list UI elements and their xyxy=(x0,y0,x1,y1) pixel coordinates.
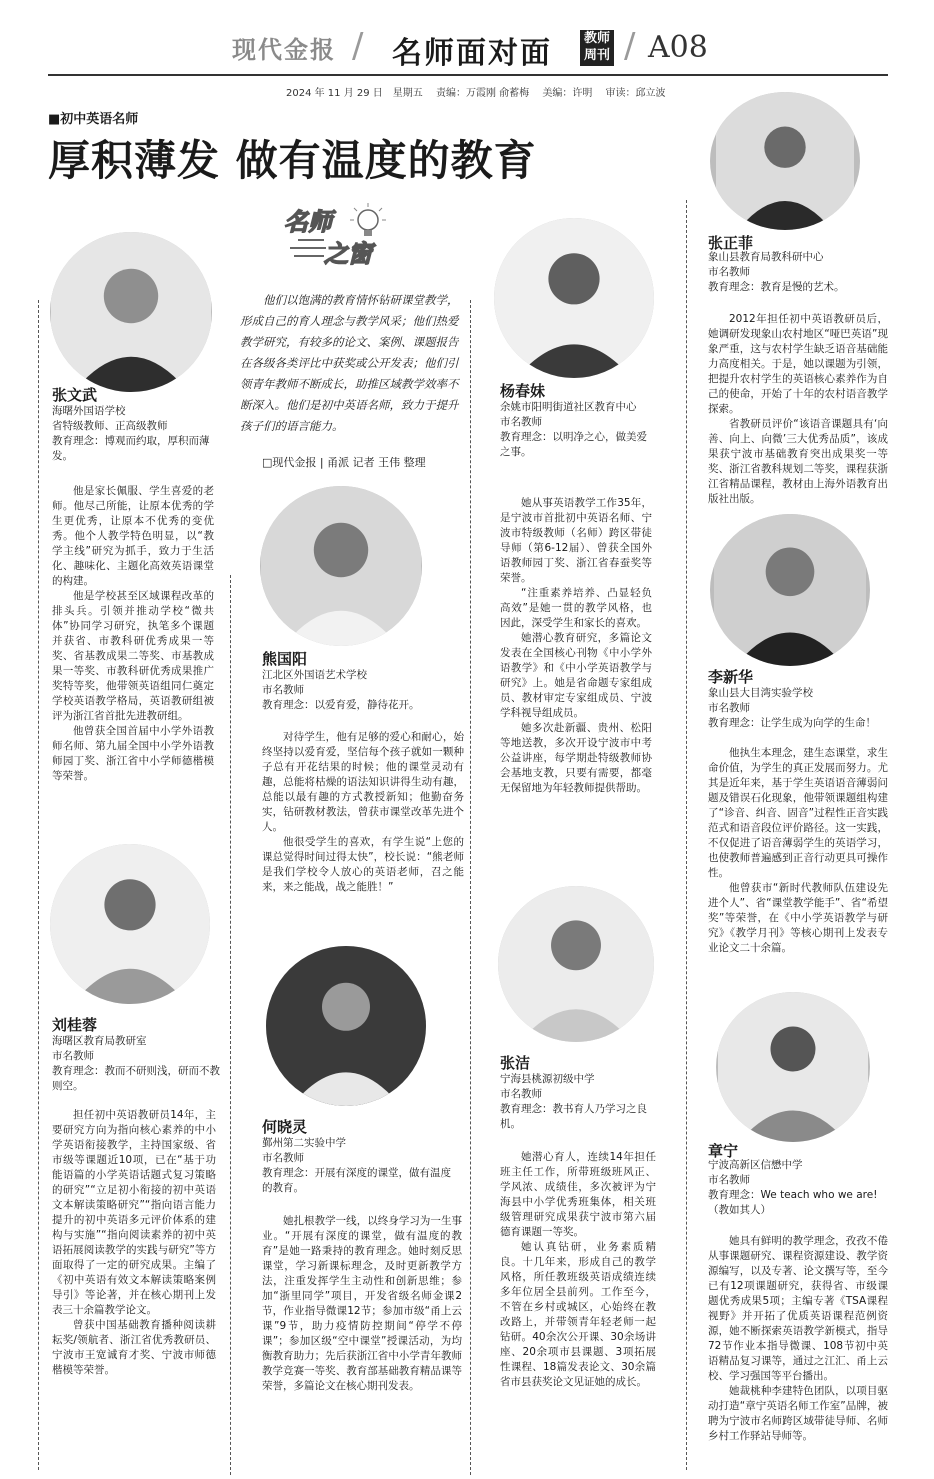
designer: 美编：许明 xyxy=(542,88,593,99)
philosophy: 教育理念：让学生成为向学的生命！ xyxy=(708,717,876,729)
bio-paragraph: 他是学校甚至区域课程改革的排头兵。引领并推动学校“微共体”协同学习研究，执笔多个课题并获省、市教科研优秀成果一等奖、省基教成果二等奖、市基教成果一等奖、市教科研优秀成果推广奖特等奖，他带领英语组同仁奠定学校英语教学格局，英语教研组被评为浙江省首批先进教研组。 xyxy=(52,590,214,722)
dashed-divider xyxy=(38,300,39,1470)
dashed-divider xyxy=(686,200,687,1470)
bio-paragraph: 曾获中国基础教育播种阅读耕耘奖/领航者、浙江省优秀教研员、宁波市王宽诚育才奖、宁波市师德楷模等荣誉。 xyxy=(52,1319,216,1376)
proofreader: 审读：邱立波 xyxy=(605,88,666,99)
portrait-photo xyxy=(50,232,212,392)
section-title: 名师面对面 xyxy=(392,36,552,71)
logo-text-2: 之窗 xyxy=(324,239,372,268)
teacher-affiliation xyxy=(262,1136,458,1196)
school: 象山县大目湾实验学校 xyxy=(708,687,813,699)
bio-paragraph: 她从事英语教学工作35年，是宁波市首批初中英语名师、宁波市特级教师（名师）跨区带徒导师（第6-12届）、曾获全国外语教师园丁奖、浙江省春蚕奖等荣誉。 xyxy=(500,497,652,584)
person-icon xyxy=(494,218,654,378)
teacher-affiliation xyxy=(708,1158,894,1218)
bio-paragraph: 她认真钻研，业务素质精良。十几年来，形成自己的教学风格，所任教班级英语成绩连续多年位居全县前列。工作至今，不管在乡村或城区，心始终在教改路上，并带领青年轻老师一起钻研。40余次公开课、30余场讲座、20余项市县课题、3项拓展性课程、18篇发表论文、30余篇省市县获奖论文见证她的成长。 xyxy=(500,1241,656,1388)
philosophy: 教育理念：以爱育爱，静待花开。 xyxy=(262,699,420,711)
teacher-affiliation xyxy=(500,400,650,460)
teacher-bio xyxy=(708,312,888,507)
teacher-bio xyxy=(52,484,214,784)
teacher-name: 熊国阳 xyxy=(262,650,308,668)
bio-paragraph: 对待学生，他有足够的爱心和耐心，始终坚持以爱育爱，坚信每个孩子就如一颗种子总有开花结果的时候；他的课堂灵动有趣，总能将枯燥的语法知识讲得生动有趣，总能以最有趣的方式教授新知；他勤奋务实，钻研教材教法，曾获市课堂改革先进个人。 xyxy=(262,731,464,833)
dashed-divider xyxy=(230,575,231,1475)
teacher-name: 张正菲 xyxy=(708,234,754,252)
bio-paragraph: 他执生本理念，建生态课堂，求生命价值，为学生的真正发展而努力。尤其是近年来，基于学生英语语音薄弱问题及错误石化现象，他带领课题组构建了“诊音、纠音、固音”过程性正音实践范式和语音段位评价路径。这一实践，不仅促进了语音薄弱学生的英语学习，也使教师普遍感到正音行动更具可操作性。 xyxy=(708,747,888,879)
portrait-photo xyxy=(494,218,654,378)
teacher-bio xyxy=(262,730,464,895)
dashed-divider xyxy=(470,300,471,1475)
school: 象山县教育局教科研中心 xyxy=(708,251,824,263)
bio-paragraph: 2012年担任初中英语教研员后，她调研发现象山农村地区“哑巴英语”现象严重，这与农村学生缺乏语音基础能力高度相关。于是，她以课题为引领，把提升农村学生的英语核心素养作为自己的使命，开始了十年的农村语音教学探索。 xyxy=(708,313,888,415)
teacher-affiliation xyxy=(708,686,894,731)
title: 市名教师 xyxy=(262,684,304,696)
school: 宁海县桃源初级中学 xyxy=(500,1073,595,1085)
title: 市名教师 xyxy=(708,702,750,714)
school: 海曙外国语学校 xyxy=(52,405,126,417)
bio-paragraph: 他曾获全国首届中小学外语教师名师、第九届全国中小学外语教师园丁奖、浙江省中小学师德楷模等荣誉。 xyxy=(52,725,214,782)
bio-paragraph: 她具有鲜明的教学理念，孜孜不倦从事课题研究、课程资源建设、教学资源编写，以及专著、论文撰写等，至今已有12项课题研究，获得省、市级课题优秀成果5项；主编专著《TSA课程视野》并开拓了优质英语课程范例资源，她不断探索英语教学新模式，指导72节作业本指导微课、108节初中英语精品复习课等，通过之江汇、甬上云校、学习强国等平台播出。 xyxy=(708,1235,888,1382)
masthead-divider: / xyxy=(352,26,364,66)
title: 市名教师 xyxy=(262,1152,304,1164)
headline: 厚积薄发 做有温度的教育 xyxy=(48,136,537,185)
school: 余姚市阳明街道社区教育中心 xyxy=(500,401,637,413)
bio-paragraph: 他曾获市“新时代教师队伍建设先进个人”、省“课堂教学能手”、省“希望奖”等荣誉，在《中小学英语教学与研究》《教学月刊》等核心期刊上发表专业论文二十余篇。 xyxy=(708,882,888,954)
bio-paragraph: 她扎根教学一线，以终身学习为一生事业。“开展有深度的课堂，做有温度的教育”是她一路秉持的教育理念。她时刻反思课堂，学习新课标理念，及时更新教学方法，注重发挥学生主动性和创新思维；参加“浙里同学”项目，开发省级名师金课2节，作业指导微课12节；参加市级“甬上云课”9节，助力疫情防控期间“停学不停课”；参加区级“空中课堂”授课活动，为均衡教育助力；先后获浙江省中小学青年教师教学竞赛一等奖、教育部基础教育精品课等荣誉，多篇论文在核心期刊发表。 xyxy=(262,1215,462,1392)
teacher-name: 李新华 xyxy=(708,668,754,686)
teacher-affiliation xyxy=(52,404,230,464)
person-icon xyxy=(498,886,654,1042)
teacher-affiliation xyxy=(52,1034,222,1094)
school: 江北区外国语艺术学校 xyxy=(262,669,367,681)
title: 省特级教师、正高级教师 xyxy=(52,420,168,432)
bio-paragraph: 她潜心育人，连续14年担任班主任工作，所带班级班风正、学风浓、成绩佳，多次被评为宁海县中小学优秀班集体，相关班级管理研究成果获宁波市第六届德育课题一等奖。 xyxy=(500,1151,656,1238)
philosophy: 教育理念：We teach who we are!（教如其人） xyxy=(708,1189,878,1216)
teacher-affiliation xyxy=(708,250,888,295)
date: 2024 年 11 月 29 日 星期五 xyxy=(286,88,423,99)
title: 市名教师 xyxy=(708,1174,750,1186)
portrait-photo xyxy=(50,844,210,1004)
byline: □现代金报 | 甬派 记者 王伟 整理 xyxy=(262,456,426,469)
bio-paragraph: 他很受学生的喜欢，有学生说“上您的课总觉得时间过得太快”，校长说：“熊老师是我们学校令人放心的英语老师，召之能来，来之能战，战之能胜！” xyxy=(262,836,464,893)
school: 鄞州第二实验中学 xyxy=(262,1137,346,1149)
bio-paragraph: “注重素养培养、凸显轻负高效”是她一贯的教学风格，也因此，深受学生和家长的喜欢。 xyxy=(500,587,652,629)
bio-paragraph: 她裁桃种李建特色团队，以项目驱动打造“章宁英语名师工作室”品牌，被聘为宁波市名师跨区域带徒导师、名师乡村工作驿站导师等。 xyxy=(708,1385,888,1442)
person-icon xyxy=(50,844,210,1004)
badge-line2: 周刊 xyxy=(583,48,610,63)
weekly-badge xyxy=(580,30,614,66)
philosophy: 教育理念：博观而约取，厚积而薄发。 xyxy=(52,435,210,462)
badge-line1: 教师 xyxy=(583,31,610,46)
teacher-name: 何晓灵 xyxy=(262,1118,308,1136)
teacher-bio xyxy=(262,1214,462,1394)
person-icon xyxy=(50,232,212,392)
person-icon xyxy=(260,486,422,646)
dateline xyxy=(286,84,676,99)
page-number: A08 xyxy=(648,30,708,65)
person-icon xyxy=(710,92,860,230)
teacher-name: 刘桂蓉 xyxy=(52,1016,98,1034)
portrait-photo xyxy=(498,886,654,1042)
school: 海曙区教育局教研室 xyxy=(52,1035,147,1047)
title: 市名教师 xyxy=(500,416,542,428)
title: 市名教师 xyxy=(52,1050,94,1062)
title: 市名教师 xyxy=(708,266,750,278)
philosophy: 教育理念：教育是慢的艺术。 xyxy=(708,281,845,293)
bio-paragraph: 她潜心教育研究，多篇论文发表在全国核心刊物《中小学外语教学》和《中小学英语教学与研究》上。她是省命题专家组成员、教材审定专家组成员、宁波学科视导组成员。 xyxy=(500,632,652,719)
school: 宁波高新区信懋中学 xyxy=(708,1159,803,1171)
teacher-affiliation xyxy=(262,668,462,713)
philosophy: 教育理念：教而不研则浅，研而不教则空。 xyxy=(52,1065,220,1092)
teacher-name: 杨春妹 xyxy=(500,382,546,400)
column-logo xyxy=(268,200,388,270)
intro-paragraph: 他们以饱满的教育情怀钻研课堂教学，形成自己的育人理念与教学风采；他们热爱教学研究，有较多的论文、案例、课题报告在各级各类评比中获奖或公开发表；他们引领青年教师不断成长，助推区域教学效率不断深入。他们是初中英语名师，致力于提升孩子们的语言能力。 xyxy=(240,293,459,433)
bio-paragraph: 他是家长佩服、学生喜爱的老师。他尽己所能，让原本优秀的学生更优秀，让原本不优秀的变优秀。他个人教学特色明显，以“教学主线”研究为抓手，致力于生活化、趣味化、主题化高效英语课堂的构建。 xyxy=(52,485,214,587)
teacher-name: 章宁 xyxy=(708,1142,739,1160)
portrait-photo xyxy=(710,514,870,666)
title: 市名教师 xyxy=(500,1088,542,1100)
masthead-divider: / xyxy=(624,26,636,66)
person-icon xyxy=(266,946,426,1106)
person-icon xyxy=(710,514,870,666)
kicker: ■初中英语名师 xyxy=(48,112,139,127)
portrait-photo xyxy=(260,486,422,646)
philosophy: 教育理念：教书育人乃学习之良机。 xyxy=(500,1103,647,1130)
philosophy: 教育理念：开展有深度的课堂，做有温度的教育。 xyxy=(262,1167,451,1194)
teacher-bio xyxy=(708,1234,888,1444)
portrait-photo xyxy=(266,946,426,1106)
bio-paragraph: 省教研员评价“该语音课题具有‘向善、向上、向微’三大优秀品质”，该成果获宁波市基础教育突出成果奖一等奖、浙江省教科规划二等奖，课程获浙江省精品课程，教材由上海外语教育出版社出版。 xyxy=(708,418,888,505)
person-icon xyxy=(716,992,870,1142)
portrait-photo xyxy=(710,92,860,230)
newspaper-name: 现代金报 xyxy=(232,35,336,64)
teacher-affiliation xyxy=(500,1072,660,1132)
teacher-name: 张文武 xyxy=(52,386,98,404)
bio-paragraph: 她多次赴新疆、贵州、松阳等地送教，多次开设宁波市中考公益讲座，每学期赴特级教师协会基地支教，只要有需要，都毫无保留地为年轻教师提供帮助。 xyxy=(500,722,652,794)
philosophy: 教育理念：以明净之心，做美爱之事。 xyxy=(500,431,647,458)
teacher-bio xyxy=(52,1108,216,1378)
portrait-photo xyxy=(716,992,870,1142)
editors: 责编：万霞刚 俞蓄梅 xyxy=(435,88,530,99)
teacher-bio xyxy=(708,746,888,956)
logo-text-1: 名师 xyxy=(284,207,332,236)
teacher-name: 张洁 xyxy=(500,1054,531,1072)
bio-paragraph: 担任初中英语教研员14年，主要研究方向为指向核心素养的中小学英语衔接教学，主持国家级、省市级等课题近10项，已在“基于功能语篇的小学英语话题式复习策略的研究”“立足初小衔接的初中英语文本解读策略研究”“指向语言能力提升的初中英语多元评价体系的建构与实施”“指向阅读素养的初中英语拓展阅读教学的实践与研究”等方面取得了一定的研究成果。主编了《初中英语有效文本解读策略案例导引》等论著，并在核心期刊上发表三十余篇教学论文。 xyxy=(52,1109,216,1316)
teacher-bio xyxy=(500,496,652,796)
masthead-rule xyxy=(48,74,888,76)
teacher-bio xyxy=(500,1150,656,1390)
